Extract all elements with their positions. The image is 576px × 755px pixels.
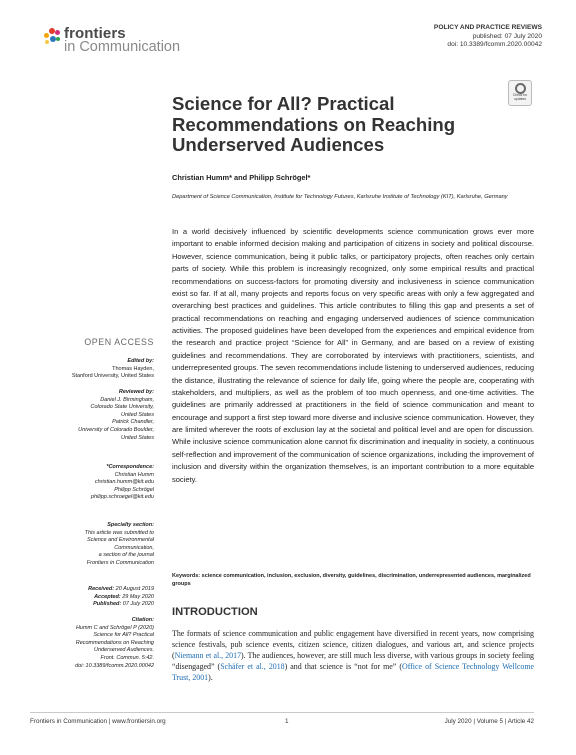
- reviewed-by-label: Reviewed by:: [118, 389, 154, 395]
- journal-logo[interactable]: [44, 27, 204, 61]
- logo-brand: frontiers: [64, 25, 126, 42]
- open-access-label: OPEN ACCESS: [84, 337, 154, 347]
- author-name: Philipp Schrögel: [114, 486, 154, 493]
- page-number: 1: [285, 718, 289, 725]
- specialty-line: Science and Environmental: [87, 537, 154, 544]
- specialty-line: Communication,: [114, 544, 154, 551]
- citation-link[interactable]: Office of Science Technology Wellcome Trust, 2001: [172, 661, 535, 682]
- footer-journal[interactable]: Frontiers in Communication | www.frontiersin.org: [30, 718, 166, 725]
- citation-doi[interactable]: doi: 10.3389/fcomm.2020.00042: [75, 662, 154, 669]
- abstract: In a world decisively influenced by scientific developments science communication grows ever more important to enable informed decision making and participation of citizens in society and political discourse. However, science communication, being it public talks, or participatory projects, often reaches only certain parts of society. While this problem is increasingly recognized, only some empirical results and practical recommendations on success-factors for promoting diversity and inclusiveness in science communication exist so far. If at all, many projects and reports focus on very specific areas with only a few aggregated and overarching best practices and guidelines. This article contributes to filling this gap and presents a set of practical recommendations on reaching and engaging underserved audiences of science communication activities. The proposed guidelines have been developed from the experiences and empirical evidence from the research and practice project “Science for All” in Germany, and are based on a review of existing guidelines and recommendations. They are corroborated by interviews with practitioners, scientists, and underrepresented groups. The seven recommendations include listening to underserved audiences, reducing the distance, illustrating the relevance of science for daily life, going where the people are, cooperating with stakeholders, and multipliers, as well as the problem of too much openness, and one-time activities. The guidelines are primarily addressed at practitioners in the field of science communication and meant to encourage and support a first step toward more diverse and inclusive science communication. However, they are limited wherever the roots of exclusion lay at the societal and political level and are open for discussion. While inclusive science communication alone cannot fix discrimination and inequality in society, a continuous self-reflection and improvement of the communication of science organizations, including the improvement of inclusion and diversity within the organization themselves, is an important contribution to a more equitable society.: [172, 227, 534, 484]
- intro-text: ). The audiences, however, are still much less diverse, with various groups in society feeling “disengaged” (: [172, 650, 534, 671]
- received-date: [24, 586, 154, 594]
- citation-link[interactable]: Niemann et al., 2017: [174, 650, 242, 660]
- reviewer-line: United States: [120, 411, 154, 418]
- specialty-block: [24, 522, 154, 568]
- reviewer-line: Colorado State University,: [90, 404, 154, 411]
- reviewer-line: University of Colorado Boulder,: [78, 426, 154, 433]
- author-name: Christian Humm: [114, 471, 154, 478]
- citation-line: Recommendations on Reaching: [75, 639, 154, 646]
- specialty-label: Specialty section:: [107, 522, 154, 528]
- accepted-value: 29 May 2020: [122, 593, 154, 600]
- specialty-line: Frontiers in Communication: [86, 559, 154, 566]
- reviewer-line: Daniel J. Birmingham,: [100, 396, 154, 403]
- footer-divider: [30, 712, 534, 713]
- accepted-date: [24, 594, 154, 602]
- correspondence-block: [24, 464, 154, 502]
- doi[interactable]: doi: 10.3389/fcomm.2020.00042: [447, 41, 542, 49]
- footer-issue: July 2020 | Volume 5 | Article 42: [444, 718, 534, 725]
- reviewer-line: Patrick Chandler,: [112, 419, 154, 426]
- edited-by-block: [24, 358, 154, 381]
- citation-line: Humm C and Schrögel P (2020): [75, 624, 154, 631]
- editor-line: Stanford University, United States: [71, 373, 154, 380]
- section-heading: INTRODUCTION: [172, 606, 258, 618]
- intro-text: ) and that science is “not for me” (: [284, 661, 402, 671]
- specialty-line: a section of the journal: [98, 552, 154, 559]
- published-label: Published:: [93, 601, 122, 608]
- authors: Christian Humm* and Philipp Schrögel*: [172, 173, 311, 182]
- reviewed-by-block: [24, 389, 154, 442]
- affiliation: Department of Science Communication, Institute for Technology Futures, Karlsruhe Institute of Technology (KIT), Karlsruhe, Germany: [172, 194, 508, 200]
- citation-line: Underserved Audiences.: [93, 647, 154, 654]
- correspondence-label: *Correspondence:: [106, 464, 154, 470]
- dates-block: [24, 586, 154, 609]
- citation-label: Citation:: [131, 617, 154, 623]
- reviewer-line: United States: [120, 434, 154, 441]
- received-value: 20 August 2019: [115, 586, 154, 592]
- article-header: [434, 24, 542, 50]
- published-value: 07 July 2020: [122, 601, 154, 608]
- citation-line: Front. Commun. 5:42.: [100, 654, 154, 661]
- frontiers-logo-icon: [44, 27, 62, 45]
- author-email[interactable]: christian.humm@kit.edu: [94, 479, 154, 486]
- badge-line-1: Check for: [512, 93, 528, 97]
- editor-line: Thomas Hayden,: [112, 365, 154, 372]
- citation-line: Science for All? Practical: [93, 632, 154, 639]
- intro-text: The formats of science communication and public engagement have diversified in recent years, now comprising science festivals, pub science events, citizen science, citizen dialogues, and various art, and science projects (: [172, 629, 534, 660]
- citation-link[interactable]: Schäfer et al., 2018: [220, 661, 285, 671]
- citation-block: [24, 617, 154, 670]
- keywords: Keywords: science communication, inclusion, exclusion, diversity, guidelines, discrimination, underrepresented audiences, marginalized groups: [172, 573, 531, 587]
- intro-text: ).: [208, 672, 213, 682]
- specialty-line: This article was submitted to: [84, 529, 154, 536]
- published-date: published: 07 July 2020: [472, 32, 542, 40]
- published-date-side: [24, 601, 154, 609]
- received-label: Received:: [88, 586, 115, 592]
- logo-journal: in Communication: [64, 39, 181, 55]
- badge-line-2: updates: [513, 96, 527, 101]
- article-title: Science for All? Practical Recommendations on Reaching Underserved Audiences: [172, 93, 456, 155]
- edited-by-label: Edited by:: [127, 358, 154, 364]
- article-type: POLICY AND PRACTICE REVIEWS: [433, 24, 542, 31]
- accepted-label: Accepted:: [94, 593, 121, 600]
- check-for-updates-button[interactable]: [508, 80, 532, 106]
- intro-paragraph: [172, 629, 534, 684]
- author-email[interactable]: philipp.schroegel@kit.edu: [90, 494, 154, 501]
